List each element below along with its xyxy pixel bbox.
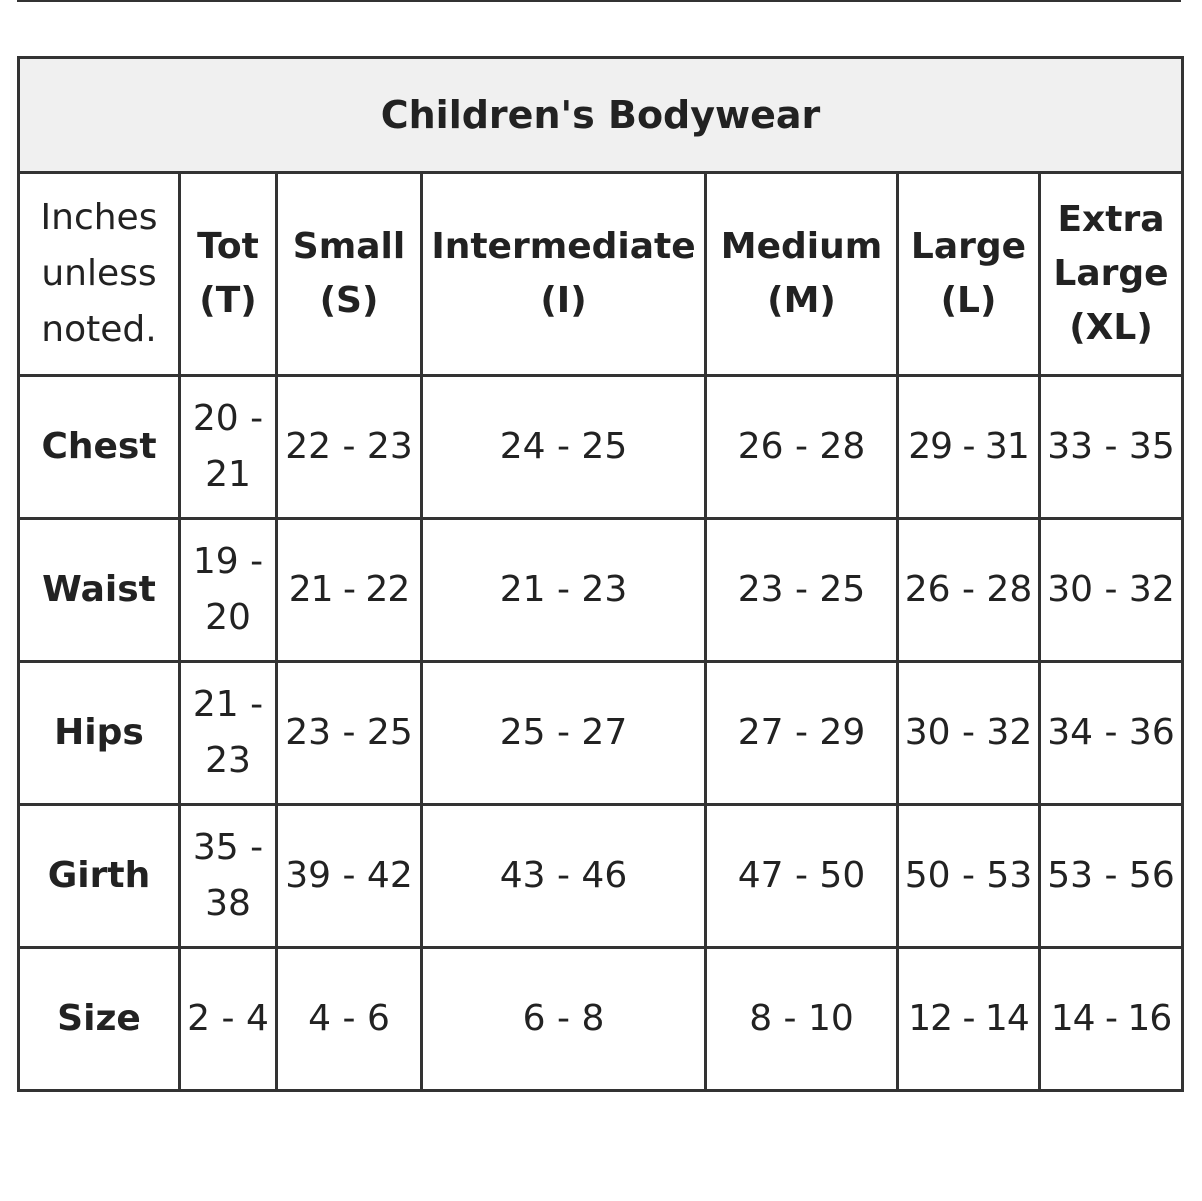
row-label: Chest	[19, 376, 180, 519]
size-chart-table	[17, 56, 1184, 1092]
table-cell: 27 - 29	[706, 662, 898, 805]
table-cell: 21 - 23	[422, 519, 706, 662]
column-header-tot	[180, 173, 277, 376]
previous-table-fragment	[17, 0, 1181, 2]
column-header-small	[277, 173, 422, 376]
row-label: Hips	[19, 662, 180, 805]
table-row-hips	[19, 662, 1183, 805]
column-header-medium	[706, 173, 898, 376]
column-header-label: Large	[910, 226, 1027, 267]
table-cell: 21 - 23	[180, 662, 277, 805]
table-cell: 26 - 28	[706, 376, 898, 519]
column-header-label: Small	[292, 226, 406, 267]
column-header-label: Intermediate	[431, 226, 696, 267]
row-label: Waist	[19, 519, 180, 662]
column-header-code: (L)	[940, 280, 997, 321]
table-title: Children's Bodywear	[19, 58, 1183, 173]
table-cell: 22 - 23	[277, 376, 422, 519]
column-header-code: (M)	[767, 280, 836, 321]
table-cell: 20 - 21	[180, 376, 277, 519]
table-cell: 39 - 42	[277, 805, 422, 948]
table-cell: 26 - 28	[898, 519, 1040, 662]
table-cell: 29 - 31	[898, 376, 1040, 519]
table-cell: 34 - 36	[1040, 662, 1183, 805]
table-cell: 4 - 6	[277, 948, 422, 1091]
column-header-code: (S)	[319, 280, 379, 321]
table-cell: 25 - 27	[422, 662, 706, 805]
header-row	[19, 173, 1183, 376]
unit-note: Inches unless noted.	[19, 173, 180, 376]
table-cell: 43 - 46	[422, 805, 706, 948]
table-row-chest	[19, 376, 1183, 519]
table-cell: 12 - 14	[898, 948, 1040, 1091]
row-label: Size	[19, 948, 180, 1091]
column-header-label: Extra Large	[1053, 199, 1169, 294]
table-cell: 33 - 35	[1040, 376, 1183, 519]
table-cell: 50 - 53	[898, 805, 1040, 948]
table-row-girth	[19, 805, 1183, 948]
table-cell: 2 - 4	[180, 948, 277, 1091]
table-cell: 30 - 32	[1040, 519, 1183, 662]
table-cell: 30 - 32	[898, 662, 1040, 805]
column-header-intermediate	[422, 173, 706, 376]
row-label: Girth	[19, 805, 180, 948]
table-cell: 19 - 20	[180, 519, 277, 662]
table-cell: 24 - 25	[422, 376, 706, 519]
table-cell: 53 - 56	[1040, 805, 1183, 948]
table-row-size	[19, 948, 1183, 1091]
table-cell: 14 - 16	[1040, 948, 1183, 1091]
column-header-large	[898, 173, 1040, 376]
table-cell: 6 - 8	[422, 948, 706, 1091]
table-cell: 23 - 25	[277, 662, 422, 805]
table-row-waist	[19, 519, 1183, 662]
table-cell: 47 - 50	[706, 805, 898, 948]
column-header-code: (XL)	[1069, 307, 1153, 348]
column-header-code: (T)	[199, 280, 257, 321]
table-cell: 21 - 22	[277, 519, 422, 662]
column-header-label: Medium	[720, 226, 883, 267]
table-cell: 35 - 38	[180, 805, 277, 948]
column-header-code: (I)	[540, 280, 587, 321]
column-header-extra-large	[1040, 173, 1183, 376]
column-header-label: Tot	[197, 226, 259, 267]
table-cell: 8 - 10	[706, 948, 898, 1091]
table-cell: 23 - 25	[706, 519, 898, 662]
